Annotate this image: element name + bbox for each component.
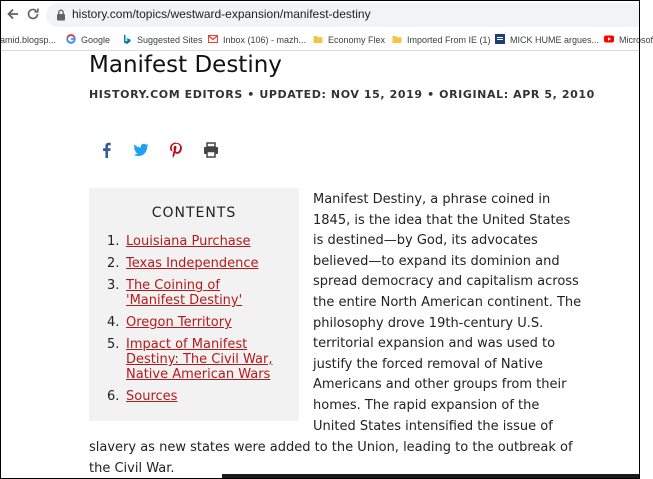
toc-number: 2. [107, 256, 120, 271]
toc-item [107, 315, 282, 330]
toc-link-oregon-territory[interactable]: Oregon Territory [126, 315, 232, 330]
bookmark-amid-blog[interactable] [0, 33, 56, 47]
article-paragraph: Manifest Destiny, a phrase coined in 1845, is the idea that the United States is destined—by God, its advocates believed—to expand its dominion and spread democracy and capitalism across the entire North American continent. The philosophy drove 19th-century U.S. territorial expansion and was used to justify the forced removal of Native Americans and other groups from their homes. The rapid expansion of the United States intensified the issue of [313, 192, 582, 434]
article-byline: HISTORY.COM EDITORS • UPDATED: NOV 15, 2019 • ORIGINAL: APR 5, 2010 [89, 88, 595, 101]
bookmark-label: Suggested Sites [137, 35, 203, 45]
bookmark-label: Economy Flex [328, 35, 386, 45]
bookmarks-bar [0, 30, 653, 51]
page-title: Manifest Destiny [89, 52, 282, 78]
lock-icon [56, 9, 66, 21]
video-player-edge [222, 474, 640, 479]
bookmark-google[interactable] [66, 33, 110, 47]
facebook-icon[interactable] [98, 141, 116, 159]
toc-link-coining-manifest-destiny[interactable]: The Coining of 'Manifest Destiny' [126, 278, 243, 308]
youtube-icon [604, 34, 614, 44]
gmail-icon [208, 34, 218, 44]
toc-number: 4. [107, 315, 120, 330]
bookmark-label: amid.blogsp... [0, 35, 57, 45]
twitter-icon[interactable] [132, 141, 150, 159]
folder-icon [392, 34, 402, 44]
bookmark-label: Google [81, 35, 111, 45]
bookmark-inbox[interactable] [208, 33, 306, 47]
toc-number: 1. [107, 234, 120, 249]
toc-link-impact-civil-war[interactable]: Impact of Manifest Destiny: The Civil War, Native American Wars [126, 337, 273, 382]
url-omnibox[interactable] [46, 3, 640, 27]
bookmark-imported-from-ie[interactable] [392, 33, 491, 47]
reload-icon[interactable] [26, 7, 40, 21]
bookmark-suggested-sites[interactable] [122, 33, 203, 47]
bookmark-label: Microsof [619, 35, 653, 45]
toc-number: 5. [107, 337, 120, 352]
bookmark-label: Inbox (106) - mazh... [223, 35, 307, 45]
bing-icon [122, 34, 132, 44]
toc-item [107, 337, 282, 382]
toc-list [107, 234, 282, 411]
google-icon [66, 34, 76, 44]
folder-icon [313, 34, 323, 44]
address-bar-row [0, 0, 640, 30]
bookmark-label: Imported From IE (1) [407, 35, 491, 45]
toc-item [107, 389, 282, 404]
bookmark-microsoft[interactable] [604, 33, 653, 47]
pinterest-icon[interactable] [167, 141, 185, 159]
toc-heading: CONTENTS [151, 205, 237, 221]
toc-link-sources[interactable]: Sources [126, 389, 178, 404]
article-paragraph-continued: slavery as new states were added to the Union, leading to the outbreak of the Civil War. [89, 440, 573, 476]
toc-number: 6. [107, 389, 120, 404]
toc-item [107, 234, 282, 249]
print-icon[interactable] [202, 141, 220, 159]
toc-number: 3. [107, 278, 120, 293]
back-arrow-icon[interactable] [6, 7, 20, 21]
bookmark-label: MICK HUME argues... [510, 35, 600, 45]
toc-item [107, 278, 282, 308]
toc-item [107, 256, 282, 271]
bookmark-economy-flex[interactable] [313, 33, 385, 47]
table-of-contents [89, 188, 299, 421]
toc-link-texas-independence[interactable]: Texas Independence [126, 256, 259, 271]
url-text: history.com/topics/westward-expansion/manifest-destiny [72, 7, 371, 21]
toc-link-louisiana-purchase[interactable]: Louisiana Purchase [126, 234, 251, 249]
bookmark-mick-hume[interactable] [495, 33, 599, 47]
news-icon [495, 34, 505, 44]
